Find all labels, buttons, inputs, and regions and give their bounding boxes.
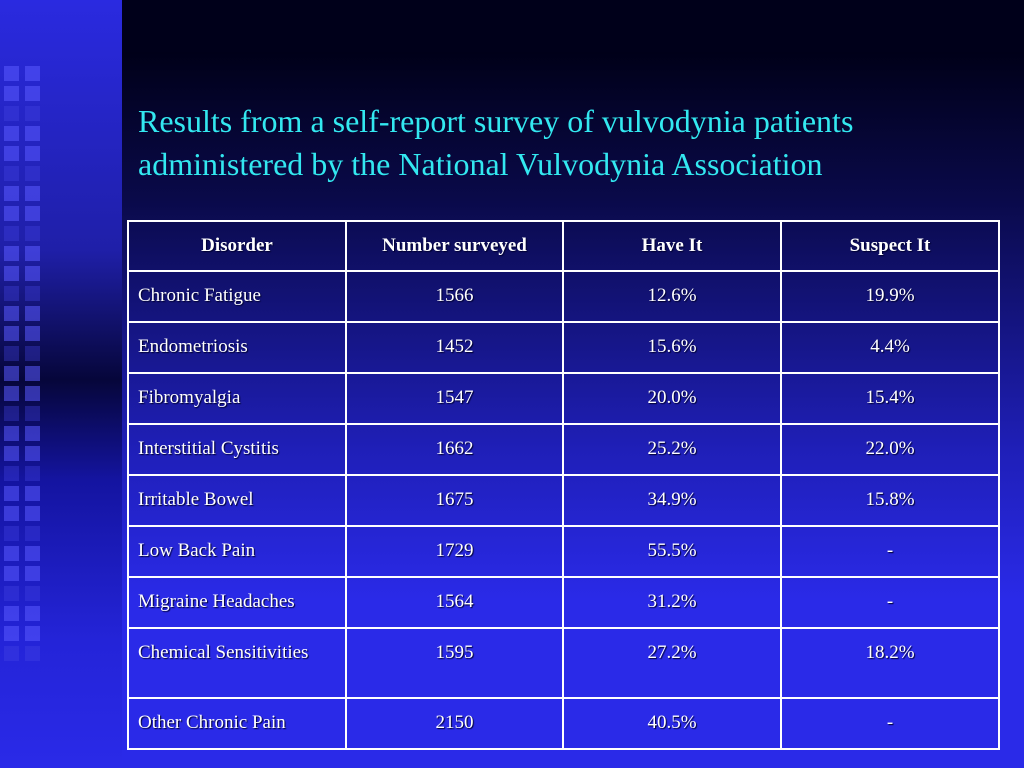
decorative-square: [4, 86, 19, 101]
cell-have: 40.5%: [563, 698, 781, 749]
decorative-square-row: [4, 526, 48, 541]
decorative-square: [25, 626, 40, 641]
decorative-square: [4, 626, 19, 641]
decorative-square: [4, 486, 19, 501]
decorative-square: [4, 326, 19, 341]
decorative-square: [25, 446, 40, 461]
table-row: [128, 628, 999, 698]
decorative-square-row: [4, 206, 48, 221]
decorative-square: [4, 646, 19, 661]
decorative-square: [25, 166, 40, 181]
decorative-square-row: [4, 626, 48, 641]
cell-disorder: Migraine Headaches: [128, 577, 346, 628]
decorative-square: [25, 586, 40, 601]
decorative-square-row: [4, 466, 48, 481]
decorative-square: [25, 226, 40, 241]
decorative-square: [25, 466, 40, 481]
decorative-square-row: [4, 86, 48, 101]
decorative-square: [25, 526, 40, 541]
decorative-square: [25, 106, 40, 121]
top-bar: [122, 0, 1024, 52]
table-row: [128, 373, 999, 424]
cell-suspect: 15.4%: [781, 373, 999, 424]
decorative-square-row: [4, 586, 48, 601]
decorative-square-row: [4, 306, 48, 321]
decorative-square-row: [4, 406, 48, 421]
decorative-square-row: [4, 266, 48, 281]
cell-surveyed: 2150: [346, 698, 563, 749]
decorative-square: [25, 266, 40, 281]
cell-have: 31.2%: [563, 577, 781, 628]
cell-disorder: Low Back Pain: [128, 526, 346, 577]
decorative-square-row: [4, 126, 48, 141]
cell-surveyed: 1675: [346, 475, 563, 526]
slide-title: Results from a self-report survey of vulvodynia patients administered by the National Vulvodynia Association: [138, 103, 854, 182]
decorative-square-row: [4, 506, 48, 521]
cell-suspect: 18.2%: [781, 628, 999, 698]
cell-disorder: Irritable Bowel: [128, 475, 346, 526]
decorative-square-row: [4, 386, 48, 401]
decorative-square: [25, 286, 40, 301]
decorative-square: [4, 526, 19, 541]
header-have-it: Have It: [563, 221, 781, 271]
decorative-square: [25, 346, 40, 361]
decorative-square: [4, 386, 19, 401]
decorative-square: [25, 126, 40, 141]
decorative-square-row: [4, 566, 48, 581]
decorative-square: [4, 406, 19, 421]
decorative-square: [25, 506, 40, 521]
decorative-square-row: [4, 166, 48, 181]
table-row: [128, 271, 999, 322]
decorative-square: [25, 486, 40, 501]
cell-suspect: 4.4%: [781, 322, 999, 373]
results-table-container: [127, 220, 1000, 750]
decorative-square: [25, 366, 40, 381]
cell-surveyed: 1566: [346, 271, 563, 322]
decorative-square: [4, 586, 19, 601]
decorative-square: [4, 146, 19, 161]
cell-have: 20.0%: [563, 373, 781, 424]
decorative-square: [4, 606, 19, 621]
decorative-square: [4, 266, 19, 281]
cell-disorder: Other Chronic Pain: [128, 698, 346, 749]
decorative-square-row: [4, 426, 48, 441]
decorative-square-row: [4, 146, 48, 161]
decorative-square: [25, 646, 40, 661]
header-suspect-it: Suspect It: [781, 221, 999, 271]
decorative-square: [4, 506, 19, 521]
table-row: [128, 526, 999, 577]
cell-disorder: Chronic Fatigue: [128, 271, 346, 322]
decorative-square: [4, 166, 19, 181]
cell-disorder: Interstitial Cystitis: [128, 424, 346, 475]
decorative-left-strip: [0, 0, 122, 768]
cell-surveyed: 1547: [346, 373, 563, 424]
cell-have: 27.2%: [563, 628, 781, 698]
cell-have: 12.6%: [563, 271, 781, 322]
decorative-square: [4, 426, 19, 441]
cell-suspect: 15.8%: [781, 475, 999, 526]
decorative-square: [25, 566, 40, 581]
cell-surveyed: 1564: [346, 577, 563, 628]
decorative-square-row: [4, 326, 48, 341]
decorative-square-row: [4, 226, 48, 241]
cell-disorder: Chemical Sensitivities: [128, 628, 346, 698]
results-table: [127, 220, 1000, 750]
decorative-square: [25, 66, 40, 81]
decorative-square-row: [4, 606, 48, 621]
cell-have: 55.5%: [563, 526, 781, 577]
table-header-row: [128, 221, 999, 271]
decorative-square: [4, 246, 19, 261]
cell-disorder: Endometriosis: [128, 322, 346, 373]
cell-have: 34.9%: [563, 475, 781, 526]
decorative-square: [4, 286, 19, 301]
decorative-squares: [4, 66, 48, 666]
decorative-square: [25, 546, 40, 561]
decorative-square: [25, 186, 40, 201]
decorative-square: [4, 346, 19, 361]
decorative-square-row: [4, 346, 48, 361]
decorative-square: [4, 466, 19, 481]
decorative-square: [25, 86, 40, 101]
decorative-square: [4, 126, 19, 141]
decorative-square: [25, 306, 40, 321]
table-row: [128, 322, 999, 373]
decorative-square: [4, 186, 19, 201]
decorative-square-row: [4, 486, 48, 501]
decorative-square: [25, 246, 40, 261]
table-row: [128, 577, 999, 628]
decorative-square-row: [4, 246, 48, 261]
decorative-square-row: [4, 546, 48, 561]
decorative-square-row: [4, 66, 48, 81]
cell-surveyed: 1595: [346, 628, 563, 698]
decorative-square: [25, 386, 40, 401]
decorative-square-row: [4, 366, 48, 381]
table-row: [128, 698, 999, 749]
decorative-square: [4, 546, 19, 561]
decorative-square: [4, 226, 19, 241]
table-row: [128, 424, 999, 475]
decorative-square: [25, 206, 40, 221]
cell-suspect: 19.9%: [781, 271, 999, 322]
decorative-square: [4, 66, 19, 81]
decorative-square: [4, 206, 19, 221]
cell-suspect: -: [781, 526, 999, 577]
decorative-square-row: [4, 106, 48, 121]
decorative-square: [25, 406, 40, 421]
decorative-square-row: [4, 446, 48, 461]
cell-surveyed: 1452: [346, 322, 563, 373]
decorative-square: [4, 106, 19, 121]
decorative-square: [25, 326, 40, 341]
table-row: [128, 475, 999, 526]
decorative-square: [25, 606, 40, 621]
decorative-square-row: [4, 186, 48, 201]
decorative-square: [4, 566, 19, 581]
decorative-square: [4, 306, 19, 321]
decorative-square: [25, 146, 40, 161]
cell-disorder: Fibromyalgia: [128, 373, 346, 424]
decorative-square: [4, 366, 19, 381]
header-number-surveyed: Number surveyed: [346, 221, 563, 271]
cell-have: 15.6%: [563, 322, 781, 373]
decorative-square-row: [4, 646, 48, 661]
decorative-square-row: [4, 286, 48, 301]
decorative-square: [4, 446, 19, 461]
cell-surveyed: 1662: [346, 424, 563, 475]
decorative-square: [25, 426, 40, 441]
cell-suspect: -: [781, 577, 999, 628]
cell-have: 25.2%: [563, 424, 781, 475]
cell-suspect: -: [781, 698, 999, 749]
cell-suspect: 22.0%: [781, 424, 999, 475]
header-disorder: Disorder: [128, 221, 346, 271]
cell-surveyed: 1729: [346, 526, 563, 577]
